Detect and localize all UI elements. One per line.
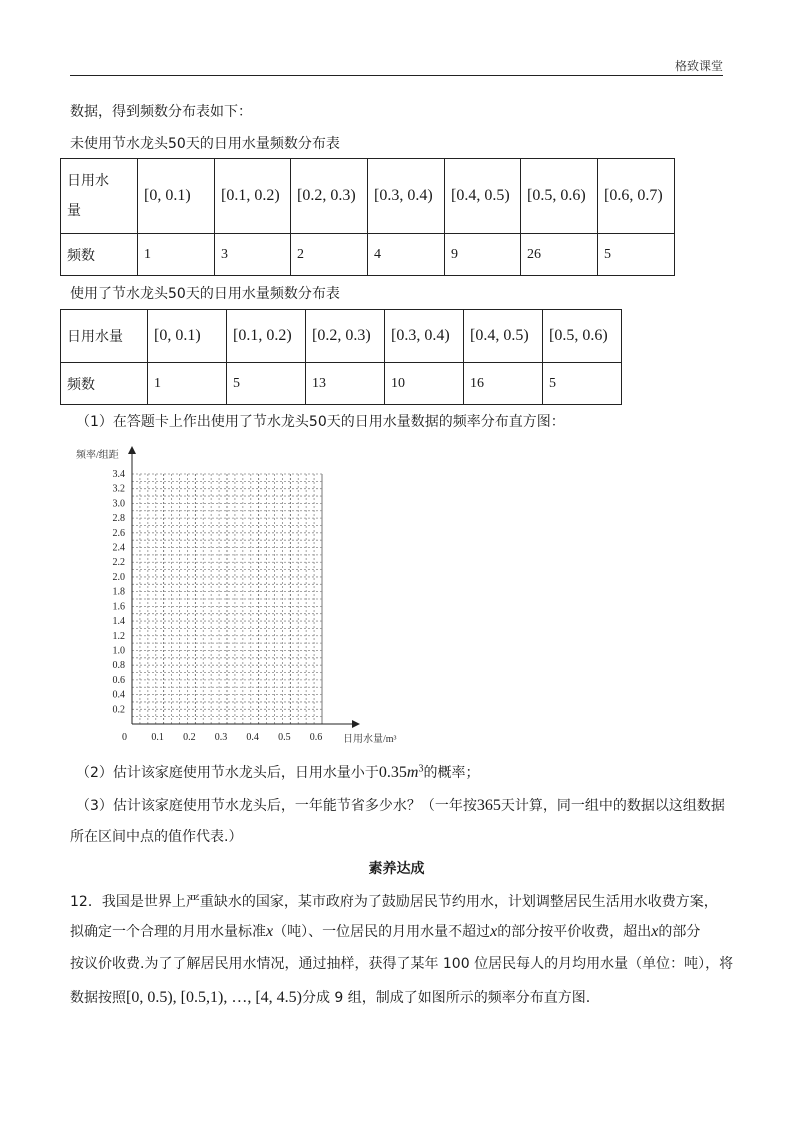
table2-interval-cell: [0, 0.1) [148,310,227,363]
question-2-prefix: （2）估计该家庭使用节水龙头后，日用水量小于 [76,765,379,781]
y-tick-label: 0.6 [112,674,125,686]
y-tick-label: 1.0 [112,645,125,657]
y-tick-labels [113,469,126,715]
x-tick-label: 0.3 [214,732,228,743]
table2-freq-cell: 5 [227,363,306,405]
y-tick-label: 3.4 [112,469,125,480]
y-tick-label: 2.6 [112,527,125,539]
header-divider [70,75,723,76]
y-tick-label: 3.0 [112,498,125,510]
problem-12-text-d: 的部分 [658,924,701,940]
table2-interval-cell: [0.5, 0.6) [543,310,622,363]
problem-12-text-b: （吨）、一位居民的月用水量不超过 [273,924,491,940]
table1-interval-cell: [0.1, 0.2) [215,159,291,234]
histogram-grid-chart [70,440,397,755]
table1-interval-row [61,159,675,234]
intro-text: 数据，得到频数分布表如下： [70,104,252,120]
y-tick-label: 1.6 [112,601,125,613]
y-tick-label: 2.4 [112,542,125,554]
x-tick-labels [151,732,322,743]
x-tick-label: 0.1 [151,732,164,743]
origin-label: 0 [122,732,127,743]
table1-row-label-line1: 日用水 [67,173,109,189]
table2-interval-row [61,310,622,363]
table1-interval-cell: [0.3, 0.4) [368,159,445,234]
y-tick-label: 1.8 [112,586,125,598]
y-tick-label: 0.2 [112,704,125,716]
problem-12-line1: 12．我国是世界上严重缺水的国家，某市政府为了鼓励居民节约用水，计划调整居民生活用水收费方案， [70,894,718,910]
question-2-exponent: 3 [418,763,424,775]
problem-12-line3: 按议价收费.为了了解居民用水情况，通过抽样，获得了某年 100 位居民每人的月均用水量（单位：吨），将 [70,956,734,972]
table1-frequency-row [61,234,675,276]
x-tick-label: 0.2 [183,732,196,743]
table1-interval-cell: [0.6, 0.7) [598,159,675,234]
table2-freq-cell: 10 [385,363,464,405]
y-tick-label: 0.4 [112,689,125,701]
problem-12-text-f: 分成 9 组，制成了如图所示的频率分布直方图. [301,990,591,1006]
table1-freq-cell: 4 [368,234,445,276]
problem-12-intervals: [0, 0.5), [0.5,1), …, [4, 4.5) [126,989,302,1006]
table1-freq-cell: 9 [445,234,521,276]
table2-freq-cell: 1 [148,363,227,405]
table1-interval-cell: [0.5, 0.6) [521,159,598,234]
x-axis-label: 日用水量/m³ [343,734,397,745]
table1-row-label-line2: 量 [67,203,81,219]
table2-row-label: 日用水量 [61,310,148,363]
problem-12-text-c: 的部分按平价收费，超出 [497,924,652,940]
question-3-text-a: （3）估计该家庭使用节水龙头后，一年能节省多少水？（一年按 [76,798,477,814]
question-3-line1 [76,795,725,815]
question-3-line2: 所在区间中点的值作代表.） [70,829,243,845]
table1-freq-cell: 1 [138,234,215,276]
grid-lines [132,474,322,724]
question-2-unit: m [406,764,419,781]
y-axis-label: 频率/组距 [76,450,119,461]
table1-freq-cell: 26 [521,234,598,276]
y-tick-label: 1.2 [112,630,125,642]
axes [128,446,360,728]
table2 [60,309,622,405]
y-tick-label: 2.8 [112,513,125,525]
x-tick-label: 0.5 [278,732,291,743]
question-3-days: 365 [476,797,501,814]
table1-row-label [61,159,138,234]
question-2 [76,762,479,782]
problem-12-var: x [266,923,274,940]
table2-interval-cell: [0.3, 0.4) [385,310,464,363]
table2-caption: 使用了节水龙头50天的日用水量频数分布表 [70,286,340,302]
section-title: 素养达成 [368,861,425,877]
x-tick-label: 0.4 [246,732,259,743]
y-tick-label: 2.0 [112,571,125,583]
y-tick-label: 1.4 [112,616,125,628]
y-axis-arrow-icon [128,446,136,454]
table1-caption: 未使用节水龙头50天的日用水量频数分布表 [70,136,340,152]
question-2-value: 0.35 [378,764,407,781]
problem-12-var: x [651,923,659,940]
table1-freq-cell: 2 [291,234,368,276]
table1 [60,158,675,276]
table1-freq-cell: 3 [215,234,291,276]
x-tick-label: 0.6 [309,732,323,743]
y-tick-label: 0.8 [112,660,125,672]
table1-interval-cell: [0.2, 0.3) [291,159,368,234]
table2-interval-cell: [0.1, 0.2) [227,310,306,363]
header-brand: 格致课堂 [674,59,723,73]
table2-interval-cell: [0.2, 0.3) [306,310,385,363]
table2-interval-cell: [0.4, 0.5) [464,310,543,363]
table1-freq-cell: 5 [598,234,675,276]
y-tick-label: 2.2 [112,557,125,569]
problem-12-text-e: 数据按照 [70,990,126,1006]
table2-freq-cell: 13 [306,363,385,405]
table2-freq-cell: 16 [464,363,543,405]
table1-interval-cell: [0, 0.1) [138,159,215,234]
table1-freq-label: 频数 [61,234,138,276]
problem-12-var: x [490,923,498,940]
problem-12-line4 [70,987,590,1007]
y-tick-label: 3.2 [112,483,125,495]
table2-freq-cell: 5 [543,363,622,405]
table2-frequency-row [61,363,622,405]
question-1: （1）在答题卡上作出使用了节水龙头50天的日用水量数据的频率分布直方图： [76,414,565,430]
table2-freq-label: 频数 [61,363,148,405]
problem-12-text-a: 拟确定一个合理的月用水量标准 [70,924,266,940]
problem-12-line2 [70,921,700,941]
x-axis-arrow-icon [352,720,360,728]
table1-interval-cell: [0.4, 0.5) [445,159,521,234]
question-2-suffix: 的概率； [423,765,480,781]
question-3-text-b: 天计算，同一组中的数据以这组数据 [500,798,725,814]
